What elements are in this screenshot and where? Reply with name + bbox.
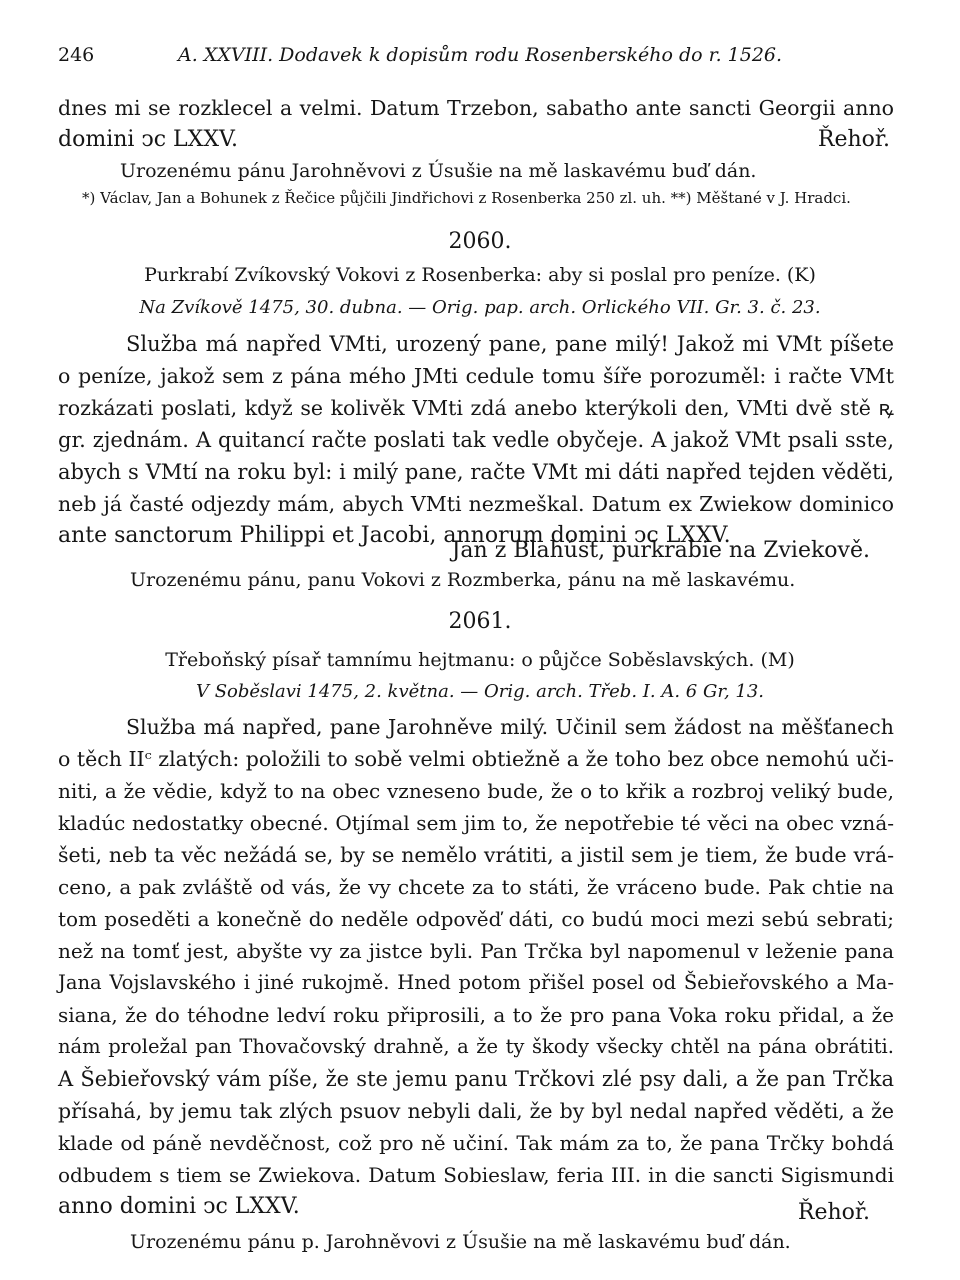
page-number: 246: [58, 44, 95, 66]
body-line: abych s VMtí na roku byl: i milý pane, račte VMt mi dáti napřed tejden věděti,: [58, 460, 894, 484]
body-line: kladúc nedostatky obecné. Otjímal sem jim to, že nepotřebie té věci na obec vzná-: [58, 811, 894, 835]
body-line: ceno, a pak zvláště od vás, že vy chcete za to státi, že vráceno bude. Pak chtie na: [58, 875, 894, 899]
body-line: klade od páně nevděčnost, což pro ně učiní. Tak mám za to, že pana Trčky bohdá: [58, 1131, 894, 1155]
body-line: siana, že do téhodne ledví roku připrosili, a to že pro pana Voka roku přidal, a že: [58, 1003, 894, 1027]
body-line: Služba má napřed VMti, urozený pane, pane milý! Jakož mi VMt píšete: [126, 332, 894, 356]
body-line: přísahá, by jemu tak zlých psuov nebyli dali, že by byl nedal napřed věděti, a že: [58, 1099, 894, 1123]
letter-number: 2060.: [448, 229, 512, 254]
body-line: rozkázati poslati, když se kolivěk VMti zdá anebo kterýkoli den, VMti dvě stě ꝶ: [58, 396, 894, 420]
address-line: Urozenému pánu p. Jarohněvovi z Úsušie na mě laskavému buď dán.: [130, 1231, 791, 1253]
letter-source: Na Zvíkově 1475, 30. dubna. — Orig. pap. arch. Orlického VII. Gr. 3. č. 23.: [139, 297, 821, 318]
body-line: Jana Vojslavského i jiné rukojmě. Hned potom přišel posel od Šebieřovského a Ma-: [58, 971, 894, 994]
body-line: A Šebieřovský vám píše, že ste jemu panu Trčkovi zlé psy dali, a že pan Trčka: [58, 1067, 894, 1091]
letter-title: Třeboňský písař tamnímu hejtmanu: o půjčce Soběslavských. (M): [165, 649, 795, 671]
body-line: o peníze, jakož sem z pána mého JMti cedule tomu šíře porozuměl: i račte VMt: [58, 364, 894, 388]
body-line: dnes mi se rozklecel a velmi. Datum Trzebon, sabatho ante sancti Georgii anno: [58, 96, 894, 120]
body-line: o těch IIᶜ zlatých: položili to sobě velmi obtiežně a že toho bez obce nemohú uči-: [58, 747, 894, 771]
footnote: *) Václav, Jan a Bohunek z Řečice půjčili Jindřichovi z Rosenberka 250 zl. uh. **) Měštané v J. Hradci.: [82, 189, 851, 207]
body-line: odbudem s tiem se Zwiekova. Datum Sobieslaw, feria III. in die sancti Sigismundi: [58, 1163, 894, 1187]
body-line: gr. zjednám. A quitancí račte poslati tak vedle obyčeje. A jakož VMt psali sste,: [58, 428, 894, 452]
body-line: nám proležal pan Thovačovský drahně, a že ty škody všecky chtěl na pána obrátiti.: [58, 1035, 894, 1058]
letter-source: V Soběslavi 1475, 2. května. — Orig. arch. Třeb. I. A. 6 Gr, 13.: [195, 681, 765, 702]
signature: Řehoř.: [797, 1200, 870, 1225]
body-line: niti, a že vědie, když to na obec vzneseno bude, že o to křik a rozbroj veliký bude,: [58, 779, 894, 803]
address-line: Urozenému pánu Jarohněvovi z Úsušie na mě laskavému buď dán.: [120, 160, 757, 182]
body-line: šeti, neb ta věc nežádá se, by se nemělo vrátiti, a jistil sem je tiem, že bude vrá-: [58, 843, 894, 867]
signature: Jan z Blahúst, purkrabie na Zviekově.: [451, 538, 870, 563]
body-line: domini ↄc LXXV.: [58, 127, 239, 152]
body-line: anno domini ↄc LXXV.: [58, 1194, 300, 1219]
body-line: ante sanctorum Philippi et Jacobi, annorum domini ↄc LXXV.: [58, 523, 731, 548]
body-line: Služba má napřed, pane Jarohněve milý. Učinil sem žádost na měšťanech: [126, 715, 894, 739]
body-line: než na tomť jest, abyšte vy za jistce byli. Pan Trčka byl napomenul v leženie pana: [58, 939, 894, 963]
body-line: neb já časté odjezdy mám, abych VMti nezmeškal. Datum ex Zwiekow dominico: [58, 492, 894, 516]
letter-number: 2061.: [448, 609, 512, 634]
address-line: Urozenému pánu, panu Vokovi z Rozmberka, pánu na mě laskavému.: [130, 569, 796, 591]
body-line: tom poseděti a konečně do neděle odpověď dáti, co budú moci mezi sebú sebrati;: [58, 907, 894, 931]
signature: Řehoř.: [817, 127, 890, 152]
running-title: A. XXVIII. Dodavek k dopisům rodu Rosenberského do r. 1526.: [178, 44, 783, 66]
page-header: [58, 44, 898, 74]
letter-title: Purkrabí Zvíkovský Vokovi z Rosenberka: aby si poslal pro peníze. (K): [144, 264, 816, 286]
